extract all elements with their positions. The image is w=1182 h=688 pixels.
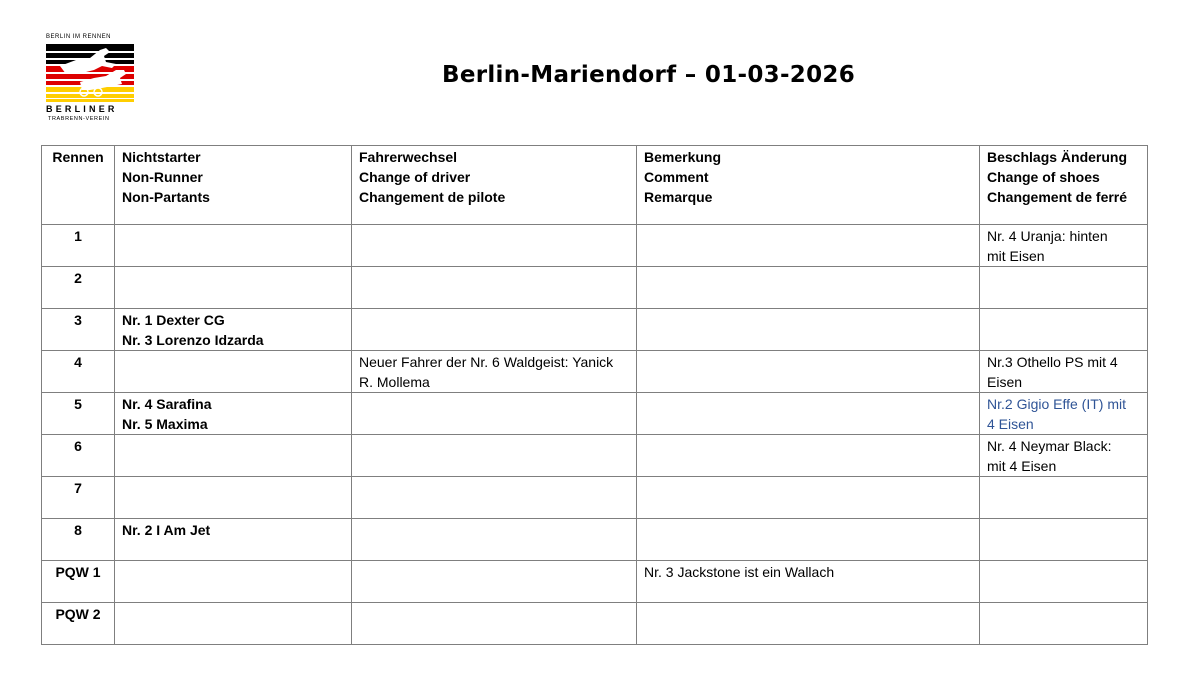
cell-text-line: Nr. 5 Maxima <box>122 416 208 432</box>
berliner-trabrenn-verein-logo <box>44 34 138 126</box>
logo-brand-text: BERLINER <box>46 104 118 114</box>
cell-text-line: Nr. 4 Neymar Black: <box>987 438 1112 454</box>
cell-rennen: 6 <box>42 435 115 477</box>
header-line: Bemerkung <box>644 149 722 165</box>
cell-bemerkung <box>637 435 980 477</box>
logo-sub-text: TRABRENN-VEREIN <box>48 116 110 122</box>
cell-nichtstarter <box>115 603 352 645</box>
header-line: Non-Runner <box>122 169 203 185</box>
cell-beschlag <box>980 351 1148 393</box>
cell-text-line: mit 4 Eisen <box>987 458 1057 474</box>
table-row <box>42 309 1148 351</box>
table-body <box>42 225 1148 645</box>
cell-beschlag <box>980 225 1148 267</box>
cell-text-line: Nr.3 Othello PS mit 4 <box>987 354 1118 370</box>
cell-bemerkung <box>637 519 980 561</box>
cell-fahrerwechsel <box>352 225 637 267</box>
header-line: Change of driver <box>359 169 471 185</box>
cell-rennen: 7 <box>42 477 115 519</box>
cell-fahrerwechsel <box>352 519 637 561</box>
cell-nichtstarter <box>115 435 352 477</box>
header-beschlag <box>980 146 1148 225</box>
table-row <box>42 519 1148 561</box>
header-line: Non-Partants <box>122 189 210 205</box>
header-nichtstarter <box>115 146 352 225</box>
cell-fahrerwechsel <box>352 393 637 435</box>
table-row <box>42 561 1148 603</box>
table-row <box>42 603 1148 645</box>
header-line: Changement de pilote <box>359 189 506 205</box>
logo-top-text: BERLIN IM RENNEN <box>46 34 112 40</box>
cell-text-line: Nr. 1 Dexter CG <box>122 312 225 328</box>
table-row <box>42 435 1148 477</box>
header-bemerkung <box>637 146 980 225</box>
cell-fahrerwechsel <box>352 603 637 645</box>
cell-nichtstarter <box>115 267 352 309</box>
header-line: Changement de ferré <box>987 189 1128 205</box>
header-line: Comment <box>644 169 709 185</box>
cell-text-line: Nr. 2 I Am Jet <box>122 522 211 538</box>
cell-rennen: PQW 1 <box>42 561 115 603</box>
cell-text-line: Nr. 4 Uranja: hinten <box>987 228 1108 244</box>
race-changes-table <box>41 145 1148 645</box>
header-line: Remarque <box>644 189 713 205</box>
cell-beschlag <box>980 561 1148 603</box>
header-line: Beschlags Änderung <box>987 149 1128 165</box>
cell-beschlag <box>980 393 1148 435</box>
cell-text-line: Nr. 4 Sarafina <box>122 396 212 412</box>
cell-bemerkung <box>637 351 980 393</box>
header-line: Fahrerwechsel <box>359 149 458 165</box>
cell-fahrerwechsel <box>352 435 637 477</box>
cell-bemerkung <box>637 309 980 351</box>
cell-nichtstarter <box>115 309 352 351</box>
cell-beschlag <box>980 267 1148 309</box>
cell-bemerkung <box>637 603 980 645</box>
cell-text-line: mit Eisen <box>987 248 1045 264</box>
cell-beschlag <box>980 309 1148 351</box>
cell-bemerkung <box>637 393 980 435</box>
cell-text-line: Nr.2 Gigio Effe (IT) mit <box>987 396 1126 412</box>
cell-text-line: R. Mollema <box>359 374 430 390</box>
cell-nichtstarter <box>115 225 352 267</box>
cell-rennen: 1 <box>42 225 115 267</box>
cell-text-line: 4 Eisen <box>987 416 1034 432</box>
cell-rennen: 3 <box>42 309 115 351</box>
cell-nichtstarter <box>115 519 352 561</box>
table-row <box>42 477 1148 519</box>
cell-nichtstarter <box>115 477 352 519</box>
cell-beschlag <box>980 435 1148 477</box>
cell-text-line: Nr. 3 Lorenzo Idzarda <box>122 332 264 348</box>
cell-fahrerwechsel <box>352 477 637 519</box>
table-row <box>42 393 1148 435</box>
cell-fahrerwechsel <box>352 351 637 393</box>
table-header-row <box>42 146 1148 225</box>
cell-bemerkung <box>637 561 980 603</box>
cell-beschlag <box>980 477 1148 519</box>
cell-rennen: 4 <box>42 351 115 393</box>
table-row <box>42 225 1148 267</box>
cell-beschlag <box>980 519 1148 561</box>
cell-nichtstarter <box>115 393 352 435</box>
header-fahrerwechsel <box>352 146 637 225</box>
cell-rennen: PQW 2 <box>42 603 115 645</box>
page-title: Berlin-Mariendorf – 01-03-2026 <box>442 62 856 88</box>
cell-text-line: Eisen <box>987 374 1023 390</box>
cell-text-line: Neuer Fahrer der Nr. 6 Waldgeist: Yanick <box>359 354 614 370</box>
cell-beschlag <box>980 603 1148 645</box>
cell-fahrerwechsel <box>352 561 637 603</box>
cell-fahrerwechsel <box>352 309 637 351</box>
cell-bemerkung <box>637 477 980 519</box>
header-line: Change of shoes <box>987 169 1100 185</box>
cell-bemerkung <box>637 225 980 267</box>
cell-rennen: 8 <box>42 519 115 561</box>
table-row <box>42 351 1148 393</box>
header-rennen: Rennen <box>42 146 115 225</box>
cell-text-line: Nr. 3 Jackstone ist ein Wallach <box>644 564 835 580</box>
cell-rennen: 5 <box>42 393 115 435</box>
header-line: Nichtstarter <box>122 149 201 165</box>
cell-nichtstarter <box>115 561 352 603</box>
cell-rennen: 2 <box>42 267 115 309</box>
horse-flag-icon <box>46 44 134 102</box>
cell-nichtstarter <box>115 351 352 393</box>
cell-fahrerwechsel <box>352 267 637 309</box>
cell-bemerkung <box>637 267 980 309</box>
table-row <box>42 267 1148 309</box>
